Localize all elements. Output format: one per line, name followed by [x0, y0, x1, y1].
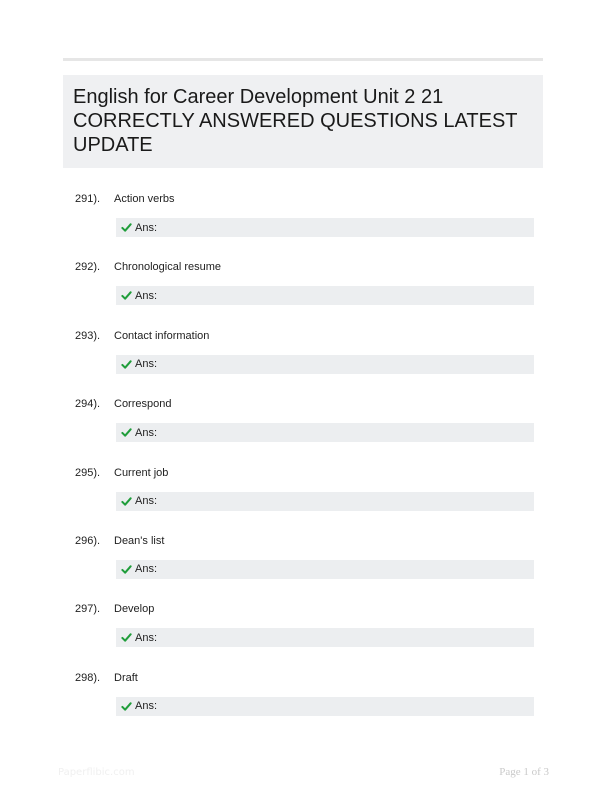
question-text: Develop: [114, 603, 155, 616]
question-number: 291).: [75, 193, 101, 205]
question-text: Correspond: [114, 398, 172, 411]
top-divider: [63, 58, 543, 61]
check-icon: [121, 632, 132, 643]
answer-box: [116, 218, 534, 237]
question-text: Draft: [114, 671, 138, 684]
list-item: [63, 669, 543, 737]
check-icon: [121, 496, 132, 507]
answer-box: [116, 560, 534, 579]
question-number: 297).: [75, 603, 101, 616]
answer-box: [116, 286, 534, 305]
list-item: [63, 327, 543, 395]
page-indicator: Page 1 of 3: [499, 766, 549, 778]
question-number: 295).: [75, 466, 101, 479]
answer-label: Ans:: [135, 221, 158, 234]
list-item: [63, 600, 543, 668]
question-number: 296).: [75, 534, 101, 547]
question-text: Chronological resume: [114, 261, 221, 274]
answer-label: Ans:: [135, 563, 158, 576]
answer-box: [116, 697, 534, 716]
list-item: [63, 395, 543, 463]
footer-watermark: Paperflibic.com: [58, 767, 135, 778]
answer-label: Ans:: [135, 426, 158, 439]
answer-label: Ans:: [135, 358, 158, 371]
check-icon: [121, 564, 132, 575]
question-list: [63, 190, 543, 737]
check-icon: [121, 222, 132, 233]
question-text: Dean's list: [114, 534, 165, 547]
check-icon: [121, 701, 132, 712]
answer-label: Ans:: [135, 631, 158, 644]
question-number: 293).: [75, 329, 101, 342]
check-icon: [121, 359, 132, 370]
question-number: 294).: [75, 398, 101, 411]
list-item: [63, 258, 543, 326]
document-title: English for Career Development Unit 2 21 CORRECTLY ANSWERED QUESTIONS LATEST UPDATE: [73, 86, 518, 156]
question-number: 292).: [75, 261, 101, 274]
check-icon: [121, 290, 132, 301]
answer-label: Ans:: [135, 495, 158, 508]
question-text: Action verbs: [114, 193, 175, 205]
question-number: 298).: [75, 671, 101, 684]
answer-box: [116, 492, 534, 511]
answer-box: [116, 355, 534, 374]
question-text: Contact information: [114, 329, 210, 342]
check-icon: [121, 427, 132, 438]
list-item: [63, 464, 543, 532]
answer-box: [116, 423, 534, 442]
list-item: [63, 532, 543, 600]
answer-label: Ans:: [135, 700, 158, 713]
list-item: [63, 190, 543, 258]
question-text: Current job: [114, 466, 169, 479]
answer-box: [116, 628, 534, 647]
title-banner: [63, 75, 543, 168]
answer-label: Ans:: [135, 289, 158, 302]
